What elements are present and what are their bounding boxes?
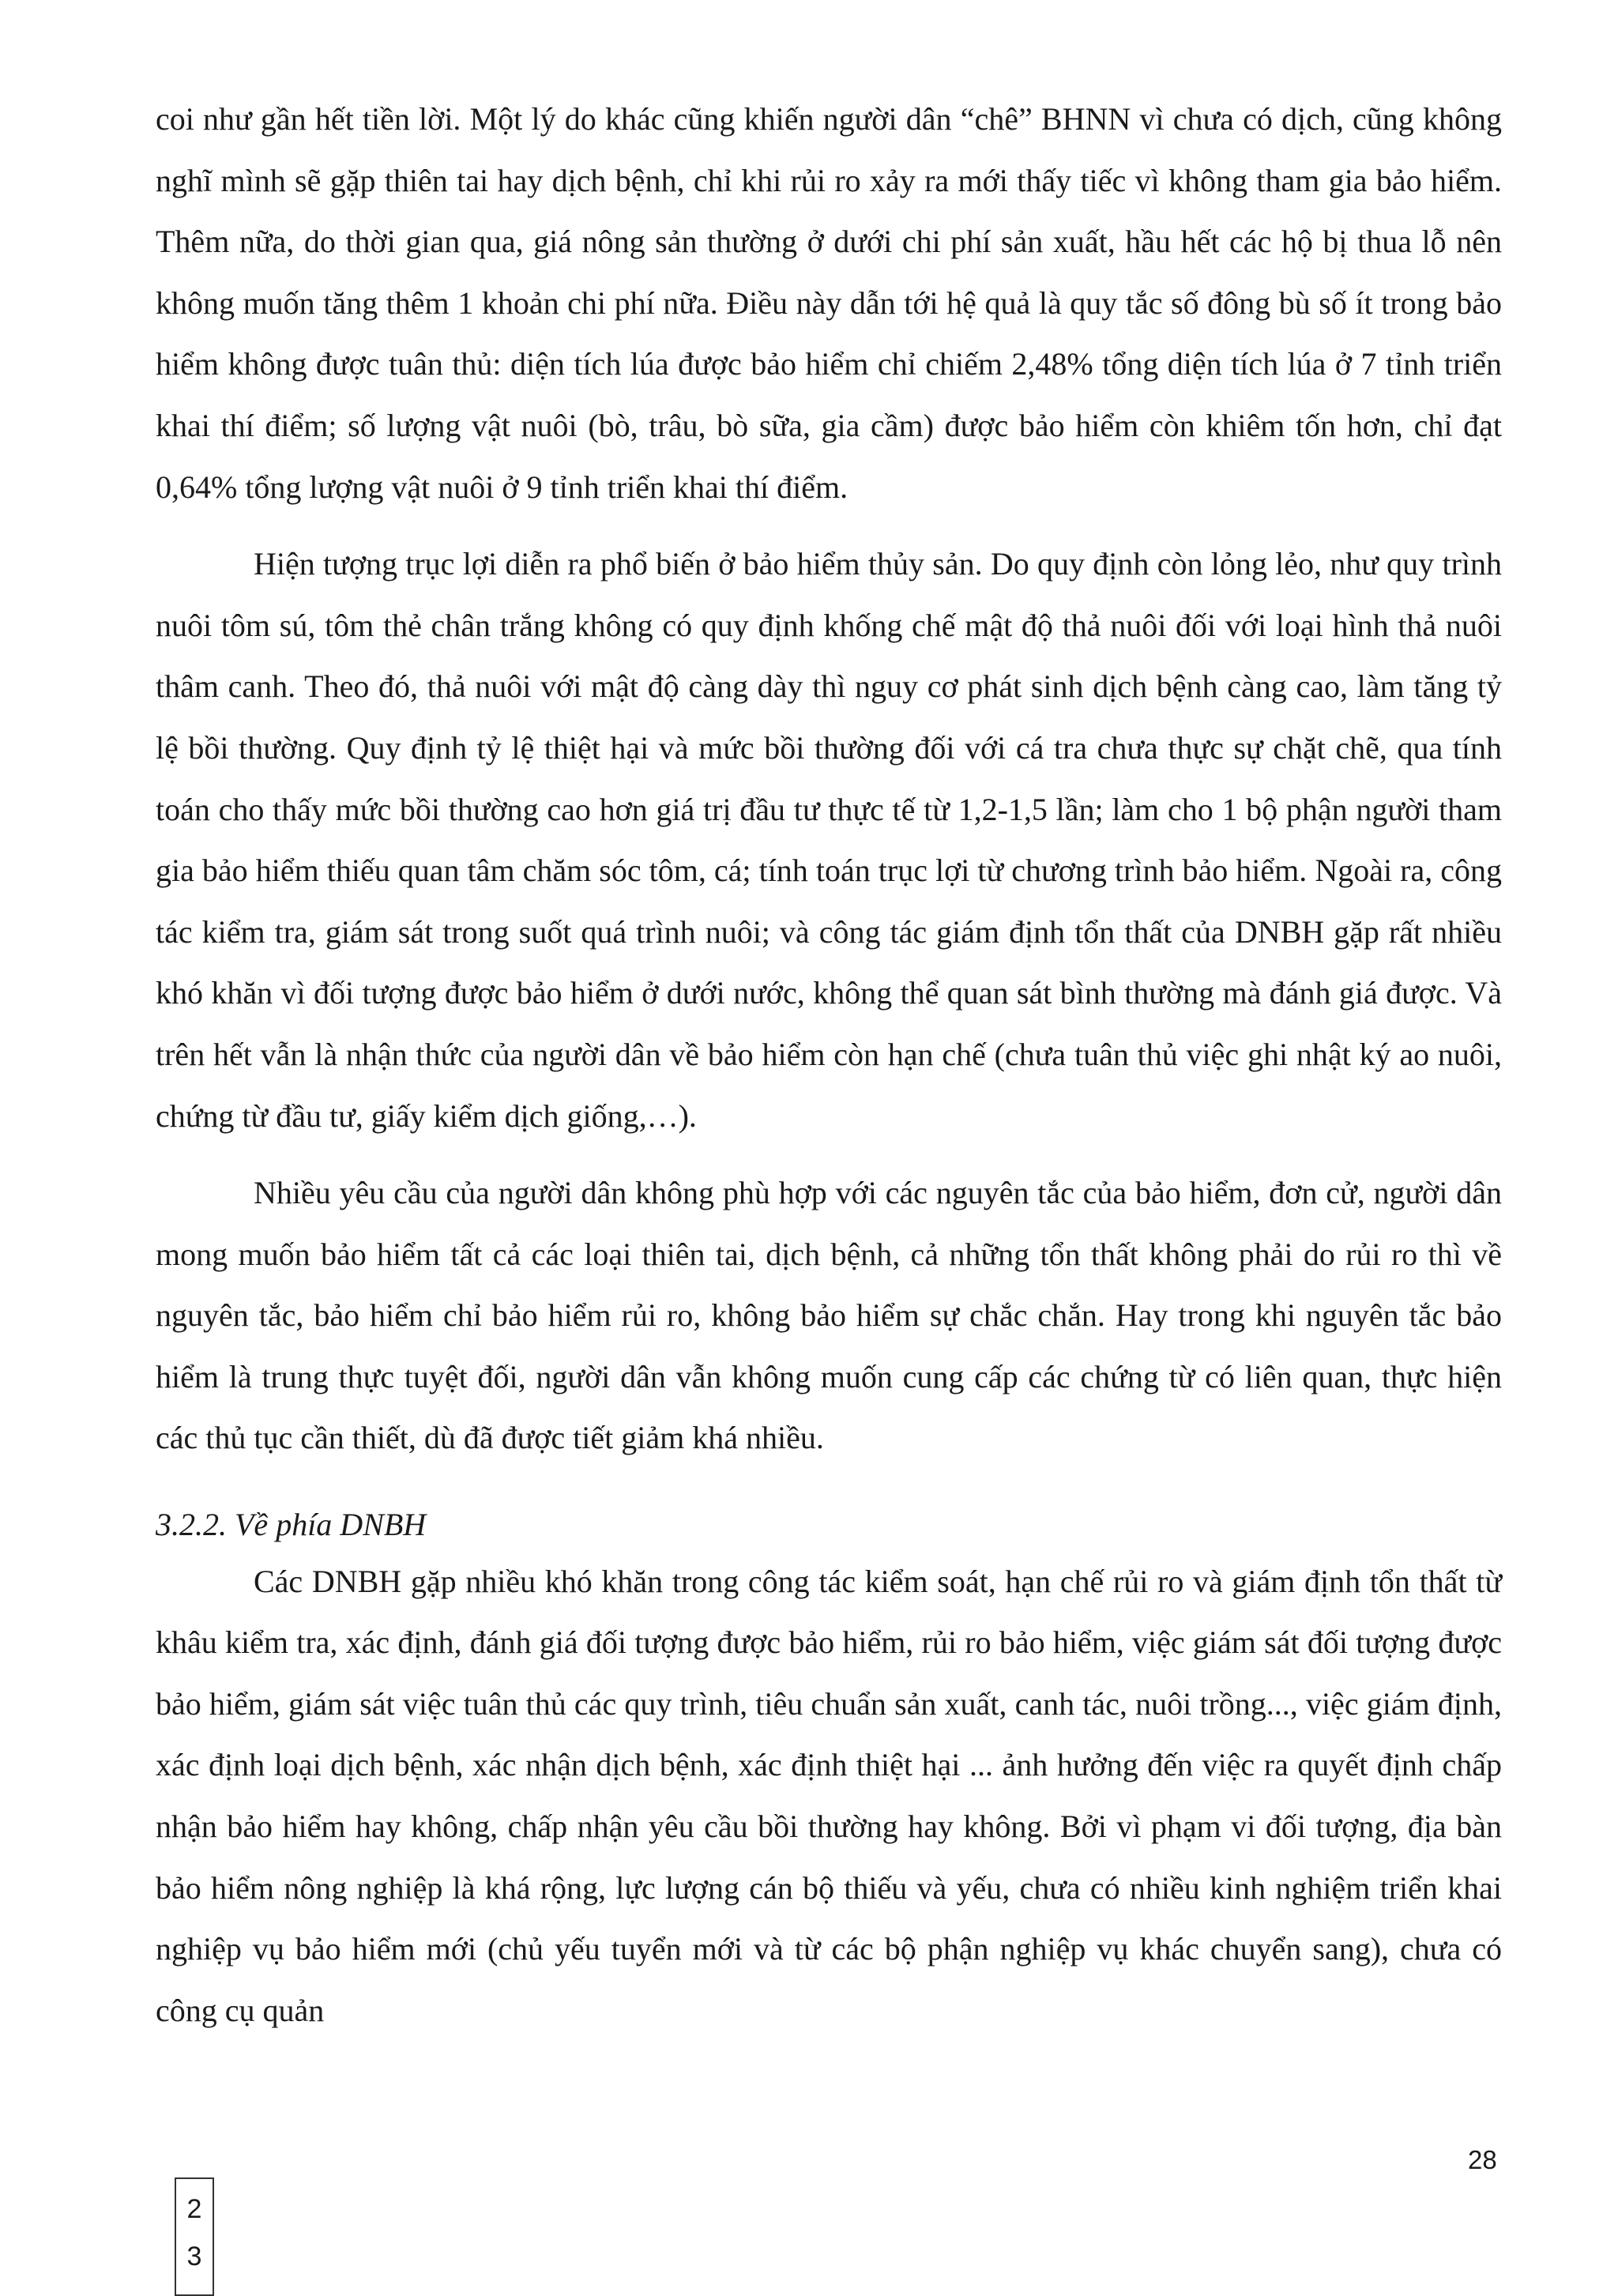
margin-box-text: 2 3 (186, 2194, 202, 2272)
document-body (156, 88, 1502, 2041)
margin-box (175, 2177, 214, 2296)
section-heading: 3.2.2. Về phía DNBH (156, 1507, 427, 1543)
page-number: 28 (1468, 2145, 1497, 2174)
paragraph-insurer-side: Các DNBH gặp nhiều khó khăn trong công tác kiểm soát, hạn chế rủi ro và giám định tổn thất từ khâu kiểm tra, xác định, đánh giá đối tượng được bảo hiểm, rủi ro bảo hiểm, việc giám sát đối tượng được bảo hiểm, giám sát việc tuân thủ các quy trình, tiêu chuẩn sản xuất, canh tác, nuôi trồng..., việc giám định, xác định loại dịch bệnh, xác nhận dịch bệnh, xác định thiệt hại ... ảnh hưởng đến việc ra quyết định chấp nhận bảo hiểm hay không, chấp nhận yêu cầu bồi thường hay không. Bởi vì phạm vi đối tượng, địa bàn bảo hiểm nông nghiệp là khá rộng, lực lượng cán bộ thiếu và yếu, chưa có nhiều kinh nghiệm triển khai nghiệp vụ bảo hiểm mới (chủ yếu tuyển mới và từ các bộ phận nghiệp vụ khác chuyển sang), chưa có công cụ quản (156, 1563, 1502, 2028)
paragraph-fraud-aquaculture: Hiện tượng trục lợi diễn ra phổ biến ở bảo hiểm thủy sản. Do quy định còn lỏng lẻo, như quy trình nuôi tôm sú, tôm thẻ chân trắng không có quy định khống chế mật độ thả nuôi đối với loại hình thả nuôi thâm canh. Theo đó, thả nuôi với mật độ càng dày thì nguy cơ phát sinh dịch bệnh càng cao, làm tăng tỷ lệ bồi thường. Quy định tỷ lệ thiệt hại và mức bồi thường đối với cá tra chưa thực sự chặt chẽ, qua tính toán cho thấy mức bồi thường cao hơn giá trị đầu tư thực tế từ 1,2-1,5 lần; làm cho 1 bộ phận người tham gia bảo hiểm thiếu quan tâm chăm sóc tôm, cá; tính toán trục lợi từ chương trình bảo hiểm. Ngoài ra, công tác kiểm tra, giám sát trong suốt quá trình nuôi; và công tác giám định tổn thất của DNBH gặp rất nhiều khó khăn vì đối tượng được bảo hiểm ở dưới nước, không thể quan sát bình thường mà đánh giá được. Và trên hết vẫn là nhận thức của người dân về bảo hiểm còn hạn chế (chưa tuân thủ việc ghi nhật ký ao nuôi, chứng từ đầu tư, giấy kiểm dịch giống,…). (156, 546, 1502, 1134)
paragraph-continued: coi như gần hết tiền lời. Một lý do khác cũng khiến người dân “chê” BHNN vì chưa có dịch, cũng không nghĩ mình sẽ gặp thiên tai hay dịch bệnh, chỉ khi rủi ro xảy ra mới thấy tiếc vì không tham gia bảo hiểm. Thêm nữa, do thời gian qua, giá nông sản thường ở dưới chi phí sản xuất, hầu hết các hộ bị thua lỗ nên không muốn tăng thêm 1 khoản chi phí nữa. Điều này dẫn tới hệ quả là quy tắc số đông bù số ít trong bảo hiểm không được tuân thủ: diện tích lúa được bảo hiểm chỉ chiếm 2,48% tổng diện tích lúa ở 7 tỉnh triển khai thí điểm; số lượng vật nuôi (bò, trâu, bò sữa, gia cầm) được bảo hiểm còn khiêm tốn hơn, chỉ đạt 0,64% tổng lượng vật nuôi ở 9 tỉnh triển khai thí điểm. (156, 101, 1502, 505)
paragraph-farmer-requirements: Nhiều yêu cầu của người dân không phù hợp với các nguyên tắc của bảo hiểm, đơn cử, người dân mong muốn bảo hiểm tất cả các loại thiên tai, dịch bệnh, cả những tổn thất không phải do rủi ro thì về nguyên tắc, bảo hiểm chỉ bảo hiểm rủi ro, không bảo hiểm sự chắc chắn. Hay trong khi nguyên tắc bảo hiểm là trung thực tuyệt đối, người dân vẫn không muốn cung cấp các chứng từ có liên quan, thực hiện các thủ tục cần thiết, dù đã được tiết giảm khá nhiều. (156, 1175, 1502, 1456)
